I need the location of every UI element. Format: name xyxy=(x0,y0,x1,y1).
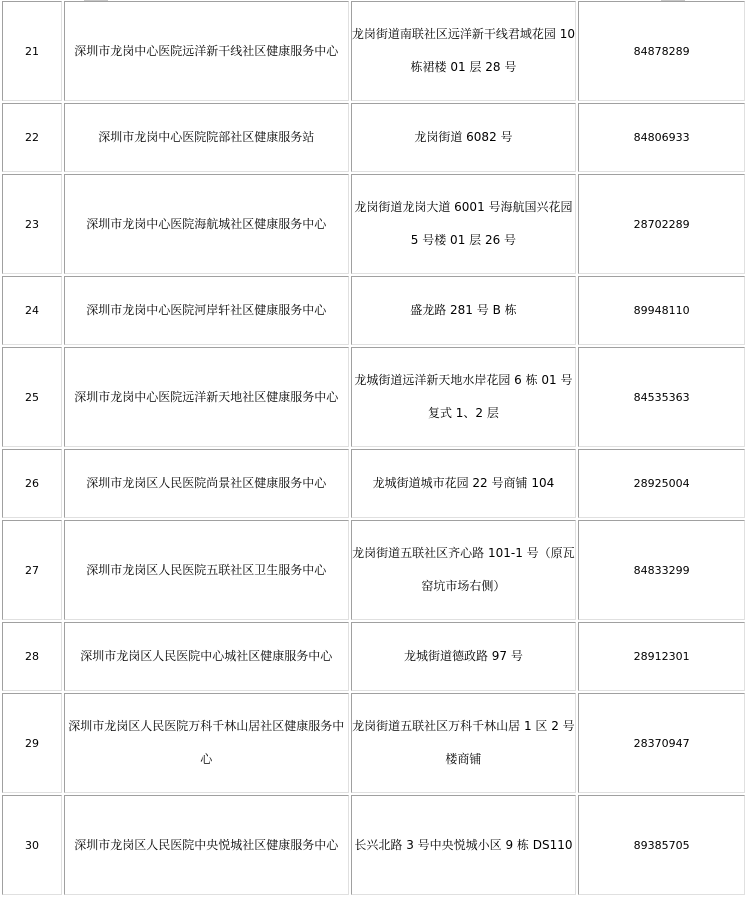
center-phone: 89385705 xyxy=(578,795,745,895)
row-number: 28 xyxy=(2,622,62,691)
table-row xyxy=(2,795,745,895)
center-phone: 84806933 xyxy=(578,103,745,172)
table-row xyxy=(2,347,745,447)
center-address: 龙岗街道五联社区齐心路 101-1 号（原瓦窑坑市场右侧） xyxy=(351,520,577,620)
center-name: 深圳市龙岗中心医院海航城社区健康服务中心 xyxy=(64,174,349,274)
row-number: 24 xyxy=(2,276,62,345)
row-number: 23 xyxy=(2,174,62,274)
center-phone: 89948110 xyxy=(578,276,745,345)
center-phone: 84878289 xyxy=(578,1,745,101)
row-number: 21 xyxy=(2,1,62,101)
center-address: 龙岗街道南联社区远洋新干线君域花园 10 栋裙楼 01 层 28 号 xyxy=(351,1,577,101)
center-name: 深圳市龙岗区人民医院尚景社区健康服务中心 xyxy=(64,449,349,518)
row-number: 22 xyxy=(2,103,62,172)
center-address: 龙岗街道龙岗大道 6001 号海航国兴花园 5 号楼 01 层 26 号 xyxy=(351,174,577,274)
center-address: 盛龙路 281 号 B 栋 xyxy=(351,276,577,345)
table-row xyxy=(2,1,745,101)
table-row xyxy=(2,174,745,274)
center-phone: 84535363 xyxy=(578,347,745,447)
table-row xyxy=(2,449,745,518)
center-name: 深圳市龙岗中心医院远洋新干线社区健康服务中心 xyxy=(64,1,349,101)
center-address: 龙城街道德政路 97 号 xyxy=(351,622,577,691)
center-name: 深圳市龙岗中心医院院部社区健康服务站 xyxy=(64,103,349,172)
center-address: 龙岗街道五联社区万科千林山居 1 区 2 号楼商铺 xyxy=(351,693,577,793)
center-phone: 84833299 xyxy=(578,520,745,620)
center-name: 深圳市龙岗中心医院河岸轩社区健康服务中心 xyxy=(64,276,349,345)
row-number: 26 xyxy=(2,449,62,518)
row-number: 29 xyxy=(2,693,62,793)
row-number: 25 xyxy=(2,347,62,447)
center-name: 深圳市龙岗区人民医院五联社区卫生服务中心 xyxy=(64,520,349,620)
center-address: 龙城街道城市花园 22 号商铺 104 xyxy=(351,449,577,518)
center-phone: 28702289 xyxy=(578,174,745,274)
table-row xyxy=(2,276,745,345)
center-name: 深圳市龙岗区人民医院万科千林山居社区健康服务中心 xyxy=(64,693,349,793)
center-address: 龙岗街道 6082 号 xyxy=(351,103,577,172)
table-row xyxy=(2,103,745,172)
center-name: 深圳市龙岗中心医院远洋新天地社区健康服务中心 xyxy=(64,347,349,447)
center-phone: 28912301 xyxy=(578,622,745,691)
row-number: 30 xyxy=(2,795,62,895)
row-number: 27 xyxy=(2,520,62,620)
center-address: 长兴北路 3 号中央悦城小区 9 栋 DS110 xyxy=(351,795,577,895)
table-row xyxy=(2,520,745,620)
table-row xyxy=(2,622,745,691)
center-name: 深圳市龙岗区人民医院中央悦城社区健康服务中心 xyxy=(64,795,349,895)
center-phone: 28370947 xyxy=(578,693,745,793)
center-phone: 28925004 xyxy=(578,449,745,518)
center-name: 深圳市龙岗区人民医院中心城社区健康服务中心 xyxy=(64,622,349,691)
table-row xyxy=(2,693,745,793)
center-address: 龙城街道远洋新天地水岸花园 6 栋 01 号复式 1、2 层 xyxy=(351,347,577,447)
